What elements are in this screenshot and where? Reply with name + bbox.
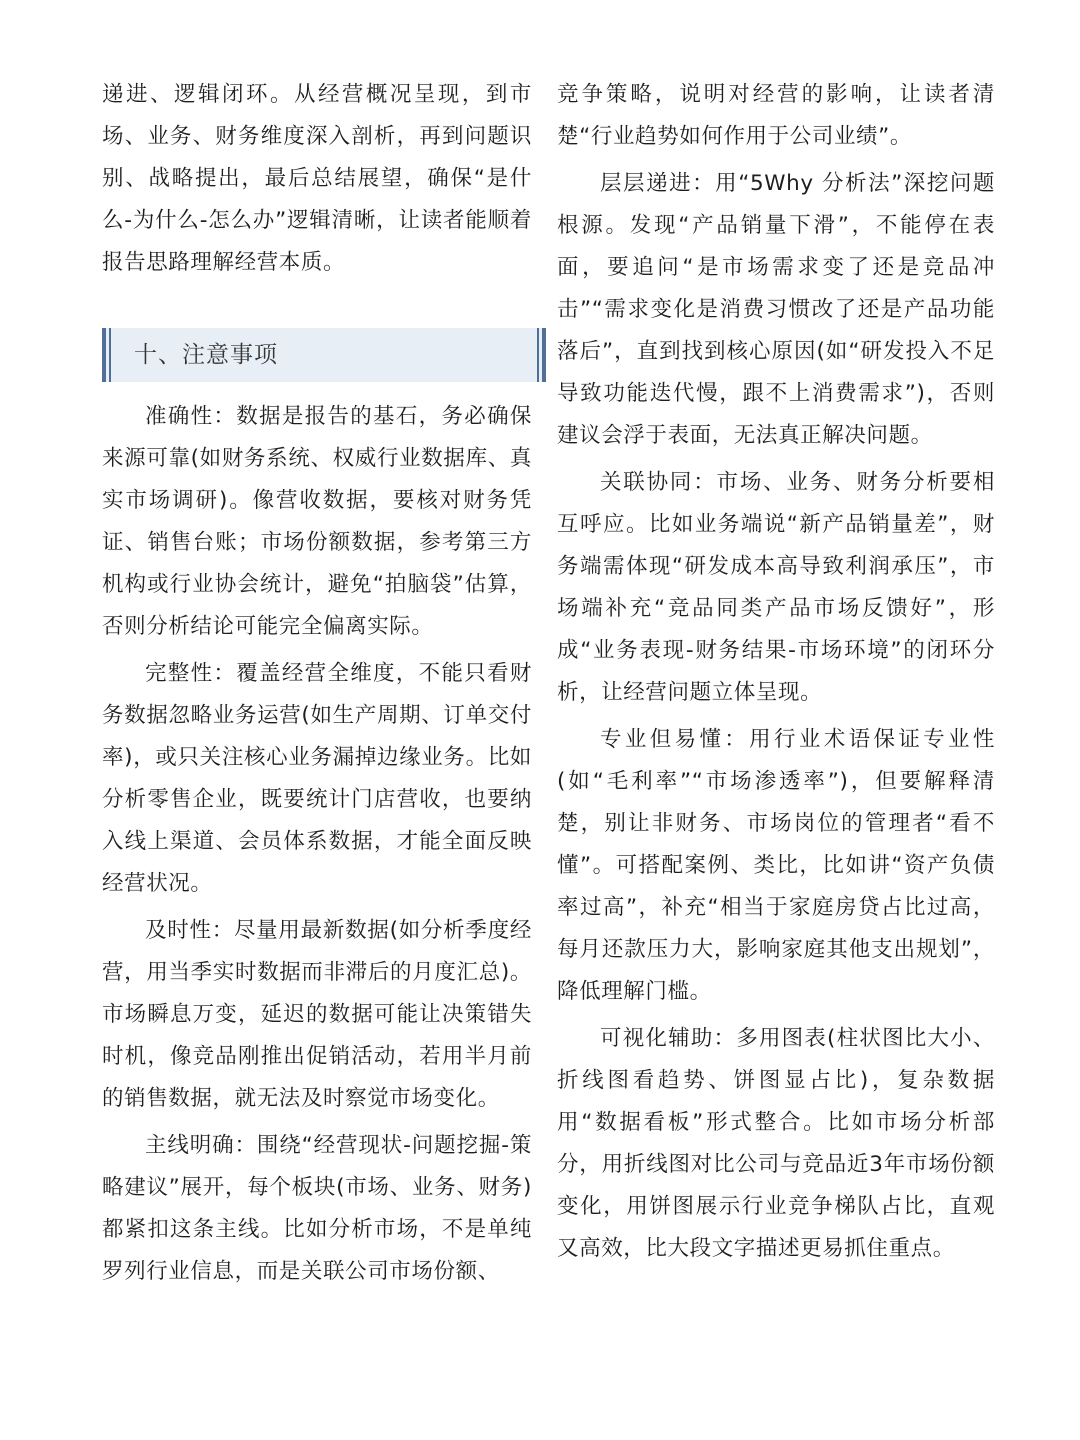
section-title: 十、注意事项	[134, 342, 278, 368]
timeliness-paragraph: 及时性：尽量用最新数据(如分析季度经营，用当季实时数据而非滞后的月度汇总)。市场瞬息万变，延迟的数据可能让决策错失时机，像竞品刚推出促销活动，若用半月前的销售数据，就无法及时察觉市场变化。	[102, 918, 532, 1111]
completeness-paragraph: 完整性：覆盖经营全维度，不能只看财务数据忽略业务运营(如生产周期、订单交付率)，或只关注核心业务漏掉边缘业务。比如分析零售企业，既要统计门店营收，也要纳入线上渠道、会员体系数据，才能全面反映经营状况。	[102, 661, 532, 896]
accuracy-paragraph: 准确性：数据是报告的基石，务必确保来源可靠(如财务系统、权威行业数据库、真实市场调研)。像营收数据，要核对财务凭证、销售台账；市场份额数据，参考第三方机构或行业协会统计，避免“拍脑袋”估算，否则分析结论可能完全偏离实际。	[102, 404, 532, 639]
visualization-paragraph: 可视化辅助：多用图表(柱状图比大小、折线图看趋势、饼图显占比)，复杂数据用“数据看板”形式整合。比如市场分析部分，用折线图对比公司与竞品近3年市场份额变化，用饼图展示行业竞争梯队占比，直观又高效，比大段文字描述更易抓住重点。	[557, 1026, 995, 1261]
heading-left-bar-decoration	[102, 328, 111, 382]
intro-paragraph: 递进、逻辑闭环。从经营概况呈现，到市场、业务、财务维度深入剖析，再到问题识别、战略提出，最后总结展望，确保“是什么-为什么-怎么办”逻辑清晰，让读者能顺着报告思路理解经营本质。	[102, 82, 532, 275]
layered-paragraph: 层层递进：用“5Why 分析法”深挖问题根源。发现“产品销量下滑”，不能停在表面，要追问“是市场需求变了还是竞品冲击”“需求变化是消费习惯改了还是产品功能落后”，直到找到核心原因(如“研发投入不足导致功能迭代慢，跟不上消费需求”)，否则建议会浮于表面，无法真正解决问题。	[557, 171, 995, 448]
main-line-paragraph: 主线明确：围绕“经营现状-问题挖掘-策略建议”展开，每个板块(市场、业务、财务)都紧扣这条主线。比如分析市场，不是单纯罗列行业信息，而是关联公司市场份额、	[102, 1133, 532, 1284]
heading-right-bar-decoration	[537, 328, 546, 382]
continuation-paragraph: 竞争策略，说明对经营的影响，让读者清楚“行业趋势如何作用于公司业绩”。	[557, 82, 995, 149]
coordination-paragraph: 关联协同：市场、业务、财务分析要相互呼应。比如业务端说“新产品销量差”，财务端需体现“研发成本高导致利润承压”，市场端补充“竞品同类产品市场反馈好”，形成“业务表现-财务结果-市场环境”的闭环分析，让经营问题立体呈现。	[557, 470, 995, 705]
left-column	[102, 74, 532, 1298]
professional-paragraph: 专业但易懂：用行业术语保证专业性(如“毛利率”“市场渗透率”)，但要解释清楚，别让非财务、市场岗位的管理者“看不懂”。可搭配案例、类比，比如讲“资产负债率过高”，补充“相当于家庭房贷占比过高，每月还款压力大，影响家庭其他支出规划”，降低理解门槛。	[557, 727, 995, 1004]
section-heading	[102, 328, 546, 382]
right-column	[557, 74, 995, 1275]
